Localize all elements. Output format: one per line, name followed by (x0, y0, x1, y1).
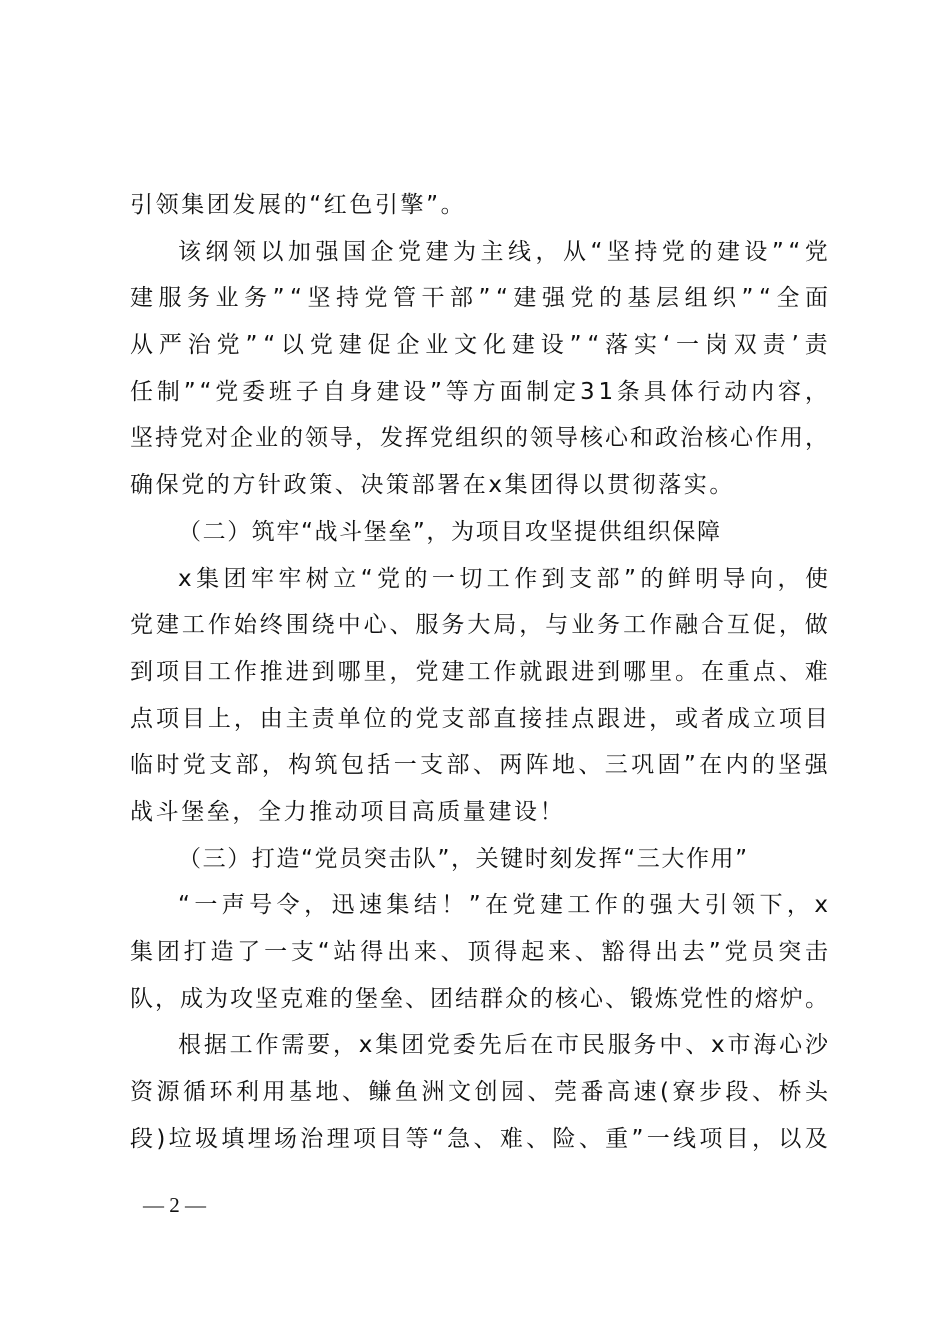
paragraph-line: 任 制 ” “ 党 委 班 子 自 身 建 设 ” 等 方 面 制 定 3 1 条 具 体 行 动 内 容 ， (130, 378, 828, 405)
paragraph-line: 队 ， 成 为 攻 坚 克 难 的 堡 垒 、 团 结 群 众 的 核 心 、 锻 炼 党 性 的 熔 炉 。 (130, 985, 828, 1012)
paragraph-line: 临 时 党 支 部 ， 构 筑 包 括 一 支 部 、 两 阵 地 、 三 巩 固 ” 在 内 的 坚 强 (130, 752, 828, 779)
paragraph-line: 根 据 工 作 需 要 ， x 集 团 党 委 先 后 在 市 民 服 务 中 、 x 市 海 心 沙 (178, 1032, 828, 1059)
section-heading: （三）打造“党员突击队”，关键时刻发挥“三大作用” (178, 845, 749, 872)
paragraph-line: 确保党的方针政策、决策部署在x集团得以贯彻落实。 (130, 472, 736, 499)
paragraph-line: 资 源 循 环 利 用 基 地 、 鳒 鱼 洲 文 创 园 、 莞 番 高 速 ( 寮 步 段 、 桥 头 (130, 1079, 828, 1106)
paragraph-line: 段 ) 垃 圾 填 埋 场 治 理 项 目 等 “ 急 、 难 、 险 、 重 ” 一 线 项 目 ， 以 及 (130, 1125, 828, 1152)
paragraph-line: 该 纲 领 以 加 强 国 企 党 建 为 主 线 ， 从 “ 坚 持 党 的 建 设 ” “ 党 (178, 238, 828, 265)
paragraph-line: 坚 持 党 对 企 业 的 领 导 ， 发 挥 党 组 织 的 领 导 核 心 和 政 治 核 心 作 用 ， (130, 425, 828, 452)
document-body (130, 182, 828, 1162)
paragraph-line: 建 服 务 业 务 ” “ 坚 持 党 管 干 部 ” “ 建 强 党 的 基 层 组 织 ” “ 全 面 (130, 285, 828, 312)
paragraph-line: 到 项 目 工 作 推 进 到 哪 里 ， 党 建 工 作 就 跟 进 到 哪 里 。 在 重 点 、 难 (130, 658, 828, 685)
paragraph-line: x 集 团 牢 牢 树 立 “ 党 的 一 切 工 作 到 支 部 ” 的 鲜 明 导 向 ， 使 (178, 565, 828, 592)
paragraph-line: 从 严 治 党 ” “ 以 党 建 促 企 业 文 化 建 设 ” “ 落 实 ‘ 一 岗 双 责 ’ 责 (130, 332, 828, 359)
section-heading: （二）筑牢“战斗堡垒”，为项目攻坚提供组织保障 (178, 518, 722, 545)
paragraph-line: 点 项 目 上 ， 由 主 责 单 位 的 党 支 部 直 接 挂 点 跟 进 ， 或 者 成 立 项 目 (130, 705, 828, 732)
paragraph-line: 战斗堡垒，全力推动项目高质量建设！ (130, 798, 566, 825)
paragraph-line: 引领集团发展的“红色引擎”。 (130, 192, 467, 218)
paragraph-line: 党 建 工 作 始 终 围 绕 中 心 、 服 务 大 局 ， 与 业 务 工 作 融 合 互 促 ， 做 (130, 612, 828, 639)
paragraph-line: “ 一 声 号 令 ， 迅 速 集 结 ！ ” 在 党 建 工 作 的 强 大 引 领 下 ， x (178, 892, 828, 919)
paragraph-line: 集 团 打 造 了 一 支 “ 站 得 出 来 、 顶 得 起 来 、 豁 得 出 去 ” 党 员 突 击 (130, 939, 828, 965)
page-number: — 2 — (143, 1193, 206, 1217)
